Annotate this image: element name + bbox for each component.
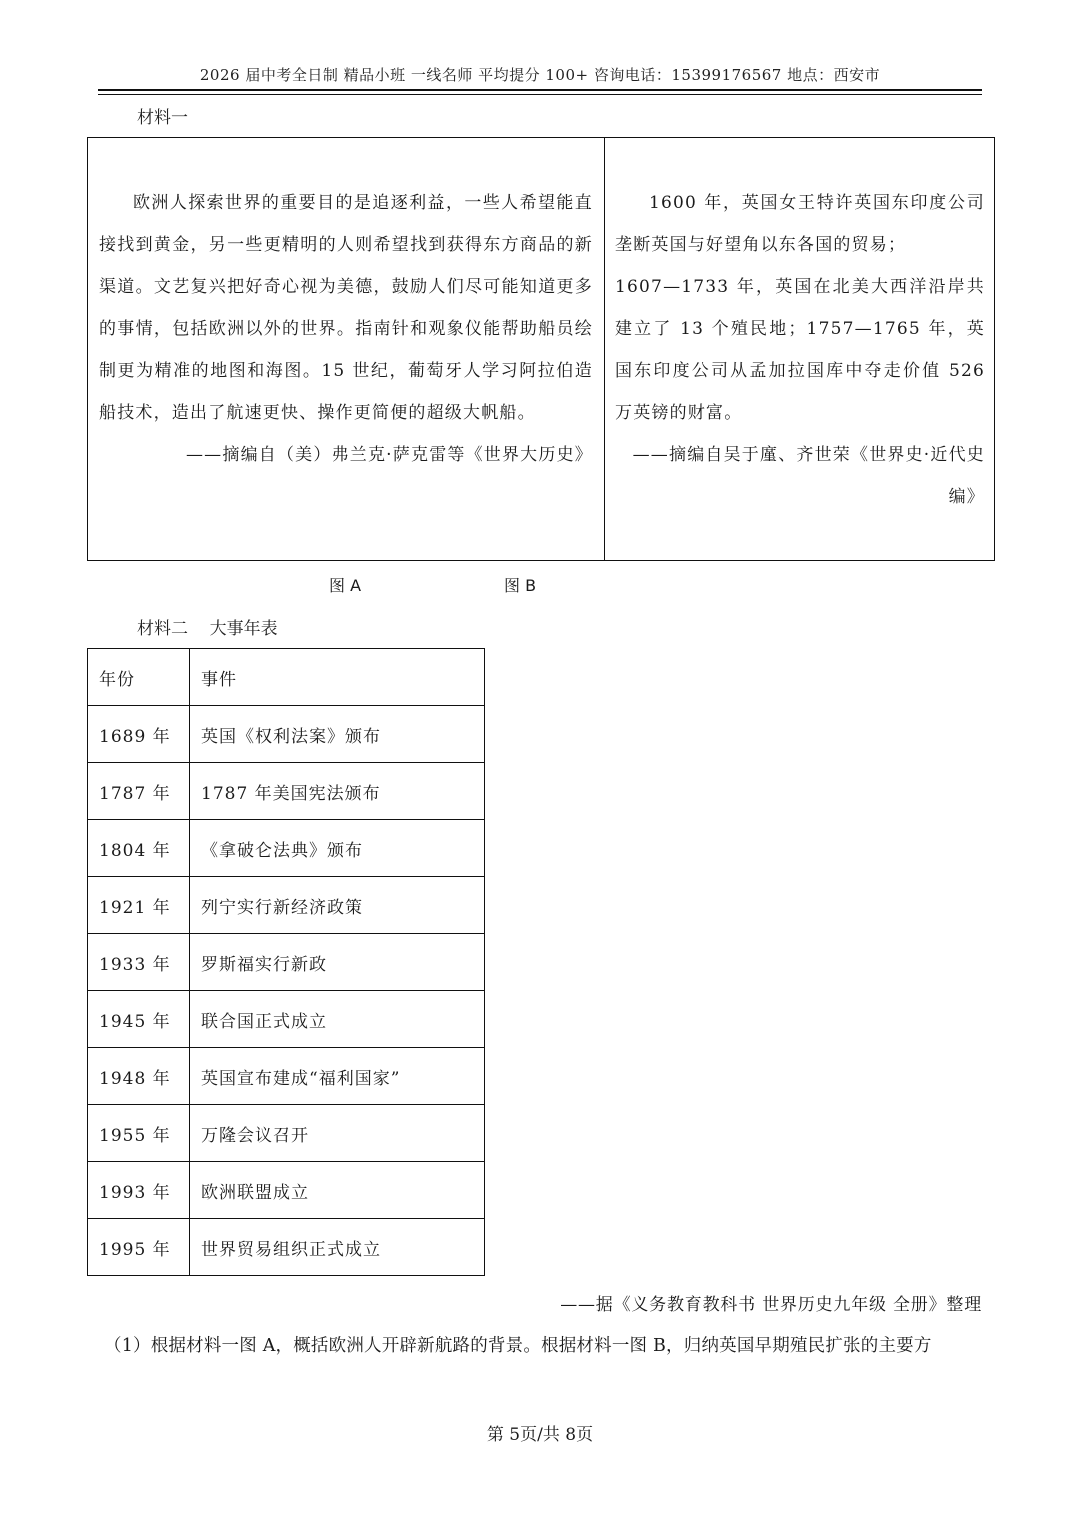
material1-label: 材料一 [137,108,188,128]
event-cell: 罗斯福实行新政 [190,934,485,991]
header-year: 年份 [88,649,190,706]
timeline-table [87,648,485,1276]
year-cell: 1955 年 [88,1105,190,1162]
material1-box [87,137,995,561]
table-row [88,934,485,991]
year-cell: 1993 年 [88,1162,190,1219]
header-banner: 2026 届中考全日制 精品小班 一线名师 平均提分 100+ 咨询电话：15399176567 地点：西安市 [199,66,881,84]
table-row [88,1162,485,1219]
material1-divider [604,138,605,560]
year-cell: 1995 年 [88,1219,190,1276]
event-cell: 英国《权利法案》颁布 [190,706,485,763]
year-cell: 1804 年 [88,820,190,877]
table-row [88,763,485,820]
year-cell: 1933 年 [88,934,190,991]
table-row [88,1048,485,1105]
table-row [88,1105,485,1162]
header-event: 事件 [190,649,485,706]
figure-b-caption: 图 B [504,576,537,595]
year-cell: 1787 年 [88,763,190,820]
table-row [88,1219,485,1276]
table-row [88,877,485,934]
table-row [88,991,485,1048]
year-cell: 1689 年 [88,706,190,763]
event-cell: 万隆会议召开 [190,1105,485,1162]
figure-a-caption: 图 A [329,576,362,595]
table-row [88,706,485,763]
header-rule-thin [98,94,982,95]
figure-a-text: 欧洲人探索世界的重要目的是追逐利益，一些人希望能直接找到黄金，另一些更精明的人则希望找到获得东方商品的新渠道。文艺复兴把好奇心视为美德，鼓励人们尽可能知道更多的事情，包括欧洲以外的世界。指南针和观象仪能帮助船员绘制更为精准的地图和海图。15 世纪，葡萄牙人学习阿拉伯造船技术，造出了航速更快、操作更简便的超级大帆船。 [99,193,593,423]
figure-b-line2: 1607—1733 年，英国在北美大西洋沿岸共建立了 13 个殖民地；1757—1765 年，英国东印度公司从孟加拉国库中夺走价值 526 万英镑的财富。 [615,277,985,423]
table-header-row [88,649,485,706]
event-cell: 世界贸易组织正式成立 [190,1219,485,1276]
year-cell: 1921 年 [88,877,190,934]
event-cell: 欧洲联盟成立 [190,1162,485,1219]
material2-label: 材料二 大事年表 [137,619,278,639]
material2-source: ——据《义务教育教科书 世界历史九年级 全册》整理 [560,1295,982,1315]
figure-b-line1: 1600 年，英国女王特许英国东印度公司垄断英国与好望角以东各国的贸易； [615,193,985,255]
question-1: （1）根据材料一图 A，概括欧洲人开辟新航路的背景。根据材料一图 B，归纳英国早期殖民扩张的主要方 [104,1336,932,1356]
event-cell: 英国宣布建成“福利国家” [190,1048,485,1105]
table-row [88,820,485,877]
year-cell: 1945 年 [88,991,190,1048]
header-rule [98,89,982,91]
page-number: 第 5页/共 8页 [486,1425,594,1445]
figure-a-source: ——摘编自（美）弗兰克·萨克雷等《世界大历史》 [185,445,593,465]
event-cell: 列宁实行新经济政策 [190,877,485,934]
event-cell: 《拿破仑法典》颁布 [190,820,485,877]
figure-b-panel [615,182,985,518]
figure-a-panel [99,182,593,476]
year-cell: 1948 年 [88,1048,190,1105]
event-cell: 联合国正式成立 [190,991,485,1048]
figure-b-source: ——摘编自吴于廑、齐世荣《世界史·近代史编》 [632,445,985,507]
event-cell: 1787 年美国宪法颁布 [190,763,485,820]
